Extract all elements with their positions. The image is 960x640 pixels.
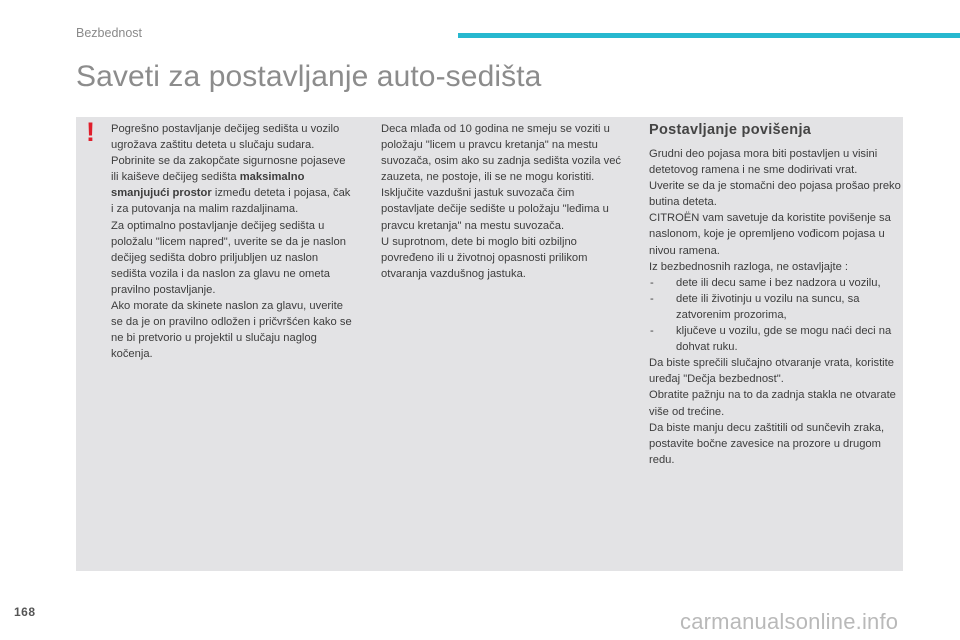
warning-column-1 <box>111 121 354 362</box>
warning-column-2 <box>381 121 628 282</box>
col3-paragraph-1: Grudni deo pojasa mora biti postavljen u visini detetovog ramena i ne sme dodirivati vrat. <box>649 148 878 177</box>
col1-paragraph-2-bold: maksimalno smanjujući prostor <box>111 171 305 200</box>
safety-list <box>649 275 901 355</box>
page-title: Saveti za postavljanje auto-sedišta <box>76 60 542 93</box>
col1-paragraph-3: Za optimalno postavljanje dečijeg sedišta u položalu "licem napred", uverite se da je naslon dečijeg sedišta dobro priljubljen uz naslon sedišta vozila i da naslon za glavu ne ometa pravilno postavljanje. <box>111 219 346 296</box>
col3-paragraph-2: Uverite se da je stomačni deo pojasa prošao preko butina deteta. <box>649 180 901 209</box>
page-number: 168 <box>14 605 36 619</box>
exclamation-icon: ! <box>86 117 95 147</box>
booster-column <box>649 121 901 468</box>
col3-paragraph-3: CITROËN vam savetuje da koristite povišenje sa naslonom, koje je opremljeno vođicom pojasa u nivou ramena. <box>649 212 891 257</box>
col1-paragraph-2-start: Pobrinite se da zakopčate sigurnosne pojaseve ili kaiševe dečijeg sedišta <box>111 155 346 184</box>
col1-paragraph-2-end: između deteta i pojasa, čak i za putovanja na malim razdaljinama. <box>111 187 351 216</box>
col3-paragraph-5: Da biste sprečili slučajno otvaranje vrata, koristite uređaj "Dečja bezbednost". <box>649 357 894 386</box>
list-item: - dete ili životinju u vozilu na suncu, sa zatvorenim prozorima, <box>649 291 901 323</box>
header-accent-rule <box>458 33 960 38</box>
col2-paragraph-2: Isključite vazdušni jastuk suvozača čim postavljate dečije sedište u položaju "leđima u pravcu kretanja" na mestu suvozača. <box>381 187 609 232</box>
col1-paragraph-1: Pogrešno postavljanje dečijeg sedišta u vozilo ugrožava zaštitu deteta u slučaju sudara. <box>111 123 340 152</box>
section-label: Bezbednost <box>76 26 143 40</box>
col3-paragraph-4: Iz bezbednosnih razloga, ne ostavljajte : <box>649 260 849 273</box>
watermark: carmanualsonline.info <box>680 609 899 634</box>
list-item: - dete ili decu same i bez nadzora u vozilu, <box>649 275 901 291</box>
booster-heading: Postavljanje povišenja <box>649 122 812 138</box>
col3-paragraph-7: Da biste manju decu zaštitili od sunčevih zraka, postavite bočne zavesice na prozore u drugom redu. <box>649 421 885 466</box>
col2-paragraph-3: U suprotnom, dete bi moglo biti ozbiljno povređeno ili u životnoj opasnosti prilikom otvaranja vazdušnog jastuka. <box>381 235 588 280</box>
col3-paragraph-6: Obratite pažnju na to da zadnja stakla ne otvarate više od trećine. <box>649 389 896 418</box>
col1-paragraph-4: Ako morate da skinete naslon za glavu, uverite se da je on pravilno odložen i pričvršćen kako se ne bi pretvorio u projektil u slučaju naglog kočenja. <box>111 300 352 361</box>
list-item: - ključeve u vozilu, gde se mogu naći deci na dohvat ruku. <box>649 323 901 355</box>
col2-paragraph-1: Deca mlađa od 10 godina ne smeju se voziti u položaju "licem u pravcu kretanja" na mestu suvozača, osim ako su zadnja sedišta vozila već zauzeta, ne postoje, ili se ne mogu koristiti. <box>381 123 622 184</box>
col1-paragraph-2 <box>111 153 354 217</box>
